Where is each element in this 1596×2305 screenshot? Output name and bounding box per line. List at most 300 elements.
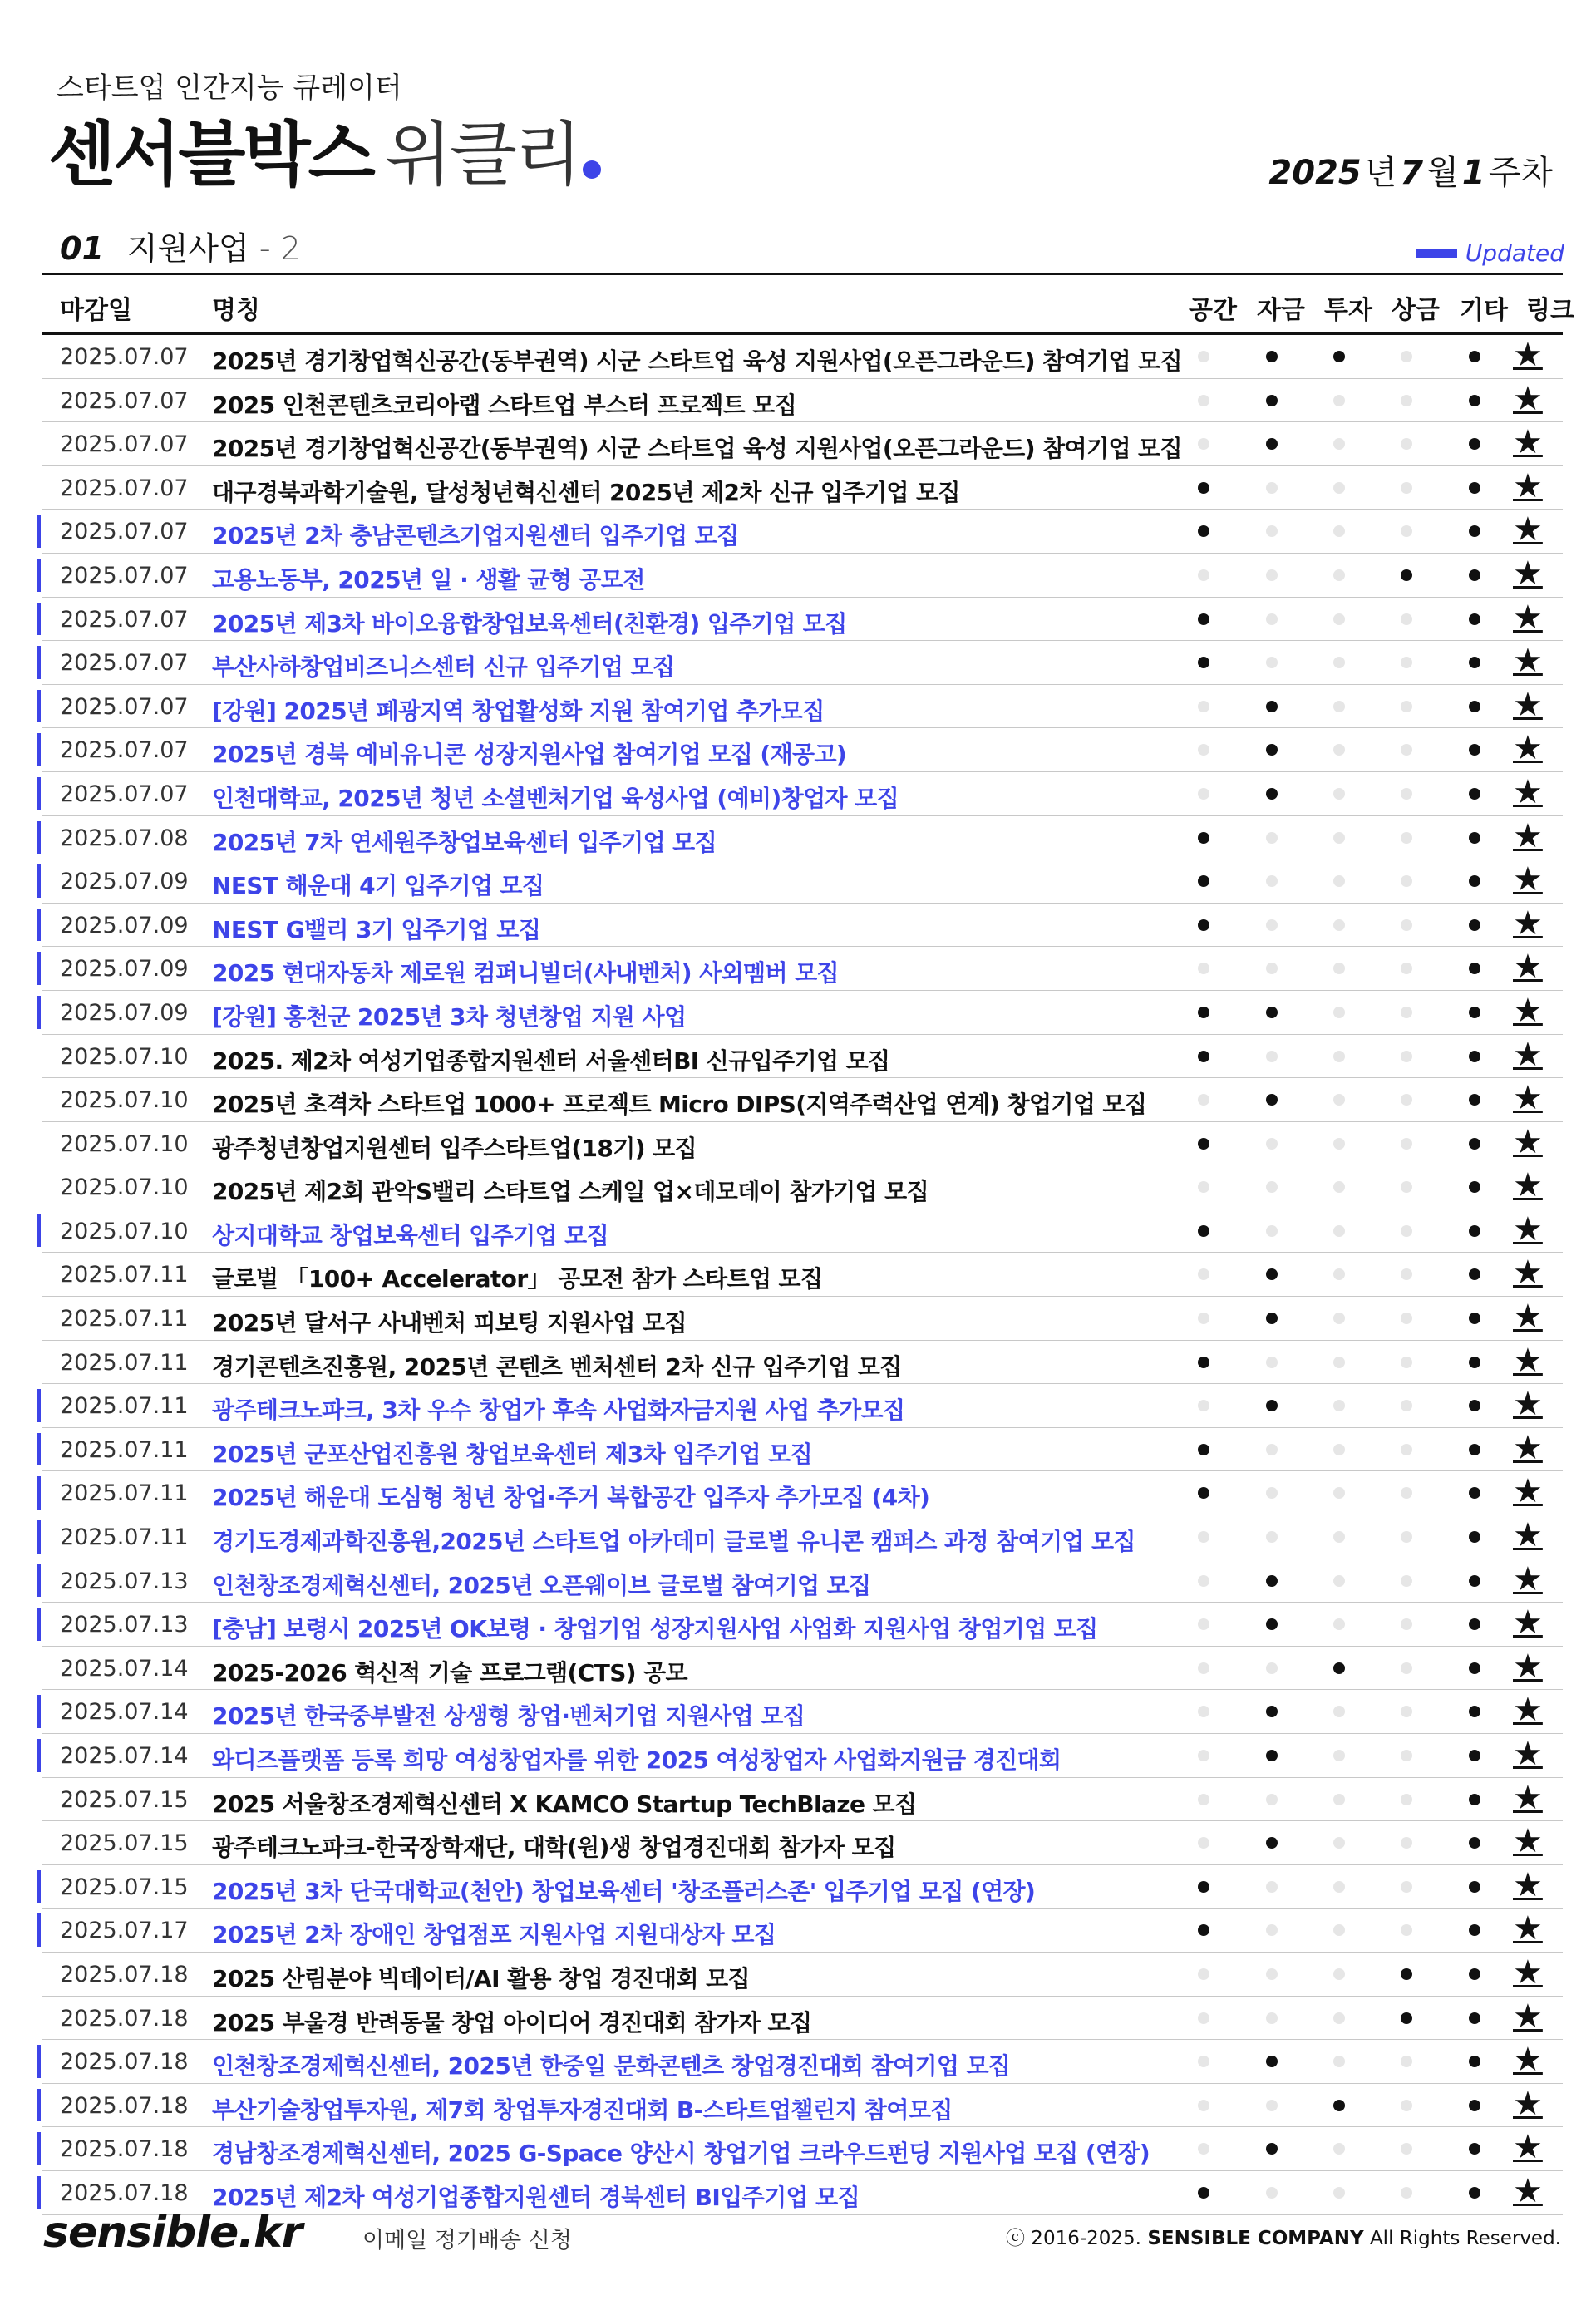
- flag-invest-dot-icon: [1333, 395, 1345, 406]
- table-row: [42, 2084, 1563, 2128]
- col-name: 명칭: [212, 296, 260, 325]
- flag-fund-dot-icon: [1266, 438, 1278, 450]
- flag-prize-dot-icon: [1401, 1662, 1412, 1674]
- row-title: 인천창조경제혁신센터, 2025년 오픈웨이브 글로벌 참여기업 모집: [212, 1571, 871, 1599]
- flag-etc-dot-icon: [1469, 613, 1480, 625]
- flag-prize-dot-icon: [1401, 701, 1412, 712]
- star-link-icon[interactable]: ★: [1513, 816, 1543, 855]
- flag-prize-dot-icon: [1401, 613, 1412, 625]
- row-deadline: 2025.07.08: [60, 825, 189, 851]
- table-row: [42, 1384, 1563, 1428]
- row-title: [충남] 보령시 2025년 OK보령 · 창업기업 성장지원사업 사업화 지원사업 창업기업 모집: [212, 1615, 1098, 1643]
- flag-invest-dot-icon: [1333, 351, 1345, 362]
- flag-etc-dot-icon: [1469, 1662, 1480, 1674]
- flag-space-dot-icon: [1198, 1968, 1209, 1980]
- flag-etc-dot-icon: [1469, 569, 1480, 581]
- flag-fund-dot-icon: [1266, 1837, 1278, 1849]
- flag-invest-dot-icon: [1333, 1357, 1345, 1368]
- flag-etc-dot-icon: [1469, 1313, 1480, 1324]
- flag-invest-dot-icon: [1333, 1051, 1345, 1062]
- star-link-icon[interactable]: ★: [1513, 1035, 1543, 1074]
- table-row: [42, 554, 1563, 598]
- flag-fund-dot-icon: [1266, 2100, 1278, 2111]
- flag-space-dot-icon: [1198, 1531, 1209, 1543]
- flag-space-dot-icon: [1198, 1138, 1209, 1150]
- updated-bar-icon: [1416, 249, 1457, 258]
- star-link-icon[interactable]: ★: [1513, 510, 1543, 549]
- row-deadline: 2025.07.07: [60, 387, 189, 414]
- table-row: [42, 1559, 1563, 1603]
- row-deadline: 2025.07.07: [60, 781, 189, 807]
- flag-prize-dot-icon: [1401, 2100, 1412, 2111]
- row-deadline: 2025.07.07: [60, 344, 189, 370]
- star-link-icon[interactable]: ★: [1513, 729, 1543, 768]
- flag-etc-dot-icon: [1469, 1225, 1480, 1237]
- row-title: [강원] 2025년 폐광지역 창업활성화 지원 참여기업 추가모집: [212, 697, 825, 725]
- flag-etc-dot-icon: [1469, 657, 1480, 668]
- flag-invest-dot-icon: [1333, 482, 1345, 494]
- row-title: 부산기술창업투자원, 제7회 창업투자경진대회 B-스타트업챌린지 참여모집: [212, 2096, 953, 2124]
- table-row: [42, 641, 1563, 685]
- star-link-icon[interactable]: ★: [1513, 642, 1543, 681]
- star-link-icon[interactable]: ★: [1513, 1909, 1543, 1948]
- row-title: 2025. 제2차 여성기업종합지원센터 서울센터BI 신규입주기업 모집: [212, 1047, 890, 1075]
- flag-etc-dot-icon: [1469, 2012, 1480, 2024]
- flag-fund-dot-icon: [1266, 1313, 1278, 1324]
- flag-prize-dot-icon: [1401, 1225, 1412, 1237]
- flag-fund-dot-icon: [1266, 1618, 1278, 1630]
- flag-fund-dot-icon: [1266, 482, 1278, 494]
- flag-prize-dot-icon: [1401, 1313, 1412, 1324]
- col-link: 링크: [1526, 296, 1574, 325]
- table-row: [42, 466, 1563, 510]
- row-deadline: 2025.07.10: [60, 1043, 189, 1070]
- star-link-icon[interactable]: ★: [1513, 2128, 1543, 2167]
- flag-invest-dot-icon: [1333, 2143, 1345, 2155]
- star-link-icon[interactable]: ★: [1513, 554, 1543, 593]
- table-row: [42, 816, 1563, 860]
- flag-space-dot-icon: [1198, 875, 1209, 887]
- star-link-icon[interactable]: ★: [1513, 423, 1543, 462]
- rights: All Rights Reserved.: [1369, 2228, 1561, 2249]
- flag-prize-dot-icon: [1401, 1881, 1412, 1893]
- flag-invest-dot-icon: [1333, 613, 1345, 625]
- star-link-icon[interactable]: ★: [1513, 466, 1543, 505]
- flag-prize-dot-icon: [1401, 657, 1412, 668]
- flag-prize-dot-icon: [1401, 919, 1412, 931]
- flag-space-dot-icon: [1198, 2012, 1209, 2024]
- section-number: 01: [60, 230, 104, 267]
- flag-fund-dot-icon: [1266, 1138, 1278, 1150]
- flag-space-dot-icon: [1198, 1618, 1209, 1630]
- row-deadline: 2025.07.09: [60, 999, 189, 1026]
- flag-prize-dot-icon: [1401, 1051, 1412, 1062]
- flag-fund-dot-icon: [1266, 1400, 1278, 1411]
- flag-invest-dot-icon: [1333, 744, 1345, 756]
- star-link-icon[interactable]: ★: [1513, 1472, 1543, 1511]
- row-deadline: 2025.07.07: [60, 650, 189, 677]
- flag-invest-dot-icon: [1333, 701, 1345, 712]
- row-title: 2025년 3차 단국대학교(천안) 창업보육센터 '창조플러스존' 입주기업 모집 (연장): [212, 1877, 1036, 1905]
- copyright-prefix: ⓒ 2016-2025.: [1006, 2228, 1141, 2249]
- col-invest: 투자: [1324, 296, 1372, 325]
- issue-month: 7: [1400, 154, 1424, 192]
- star-link-icon[interactable]: ★: [1513, 1385, 1543, 1424]
- flag-space-dot-icon: [1198, 1313, 1209, 1324]
- flag-etc-dot-icon: [1469, 438, 1480, 450]
- row-title: 2025 산림분야 빅데이터/AI 활용 창업 경진대회 모집: [212, 1964, 750, 1992]
- row-deadline: 2025.07.18: [60, 2092, 189, 2119]
- table-top-rule: [42, 273, 1563, 275]
- flag-prize-dot-icon: [1401, 1750, 1412, 1761]
- table-row: [42, 1253, 1563, 1297]
- table-row: [42, 1603, 1563, 1647]
- flag-etc-dot-icon: [1469, 919, 1480, 931]
- flag-etc-dot-icon: [1469, 1357, 1480, 1368]
- flag-space-dot-icon: [1198, 1794, 1209, 1805]
- star-link-icon[interactable]: ★: [1513, 991, 1543, 1030]
- flag-prize-dot-icon: [1401, 525, 1412, 537]
- row-title: 와디즈플랫폼 등록 희망 여성창업자를 위한 2025 여성창업자 사업화지원금 경진대회: [212, 1746, 1062, 1774]
- flag-fund-dot-icon: [1266, 2056, 1278, 2067]
- star-link-icon[interactable]: ★: [1513, 336, 1543, 374]
- flag-space-dot-icon: [1198, 525, 1209, 537]
- flag-fund-dot-icon: [1266, 2187, 1278, 2199]
- flag-prize-dot-icon: [1401, 1007, 1412, 1018]
- flag-invest-dot-icon: [1333, 963, 1345, 974]
- table-row: [42, 1035, 1563, 1079]
- row-deadline: 2025.07.10: [60, 1130, 189, 1157]
- flag-space-dot-icon: [1198, 1750, 1209, 1761]
- flag-prize-dot-icon: [1401, 2012, 1412, 2024]
- row-title: 2025년 2차 장애인 창업점포 지원사업 지원대상자 모집: [212, 1921, 776, 1949]
- flag-invest-dot-icon: [1333, 1837, 1345, 1849]
- flag-fund-dot-icon: [1266, 1181, 1278, 1193]
- flag-space-dot-icon: [1198, 744, 1209, 756]
- flag-fund-dot-icon: [1266, 569, 1278, 581]
- flag-fund-dot-icon: [1266, 701, 1278, 712]
- flag-invest-dot-icon: [1333, 1444, 1345, 1455]
- row-title: 2025년 해운대 도심형 청년 창업·주거 복합공간 입주자 추가모집 (4차): [212, 1484, 930, 1512]
- star-link-icon[interactable]: ★: [1513, 598, 1543, 637]
- flag-etc-dot-icon: [1469, 1750, 1480, 1761]
- flag-prize-dot-icon: [1401, 1357, 1412, 1368]
- flag-prize-dot-icon: [1401, 395, 1412, 406]
- table-row: [42, 772, 1563, 816]
- row-title: 2025년 제2회 관악S밸리 스타트업 스케일 업×데모데이 참가기업 모집: [212, 1178, 929, 1206]
- flag-etc-dot-icon: [1469, 701, 1480, 712]
- star-link-icon[interactable]: ★: [1513, 1559, 1543, 1598]
- table-row: [42, 2127, 1563, 2171]
- flag-space-dot-icon: [1198, 569, 1209, 581]
- star-link-icon[interactable]: ★: [1513, 1298, 1543, 1337]
- flag-invest-dot-icon: [1333, 569, 1345, 581]
- flag-prize-dot-icon: [1401, 1531, 1412, 1543]
- issue-year-unit: 년: [1364, 154, 1397, 192]
- row-title: 글로벌 「100+ Accelerator」 공모전 참가 스타트업 모집: [212, 1265, 823, 1293]
- table-row: [42, 859, 1563, 904]
- row-deadline: 2025.07.11: [60, 1524, 189, 1551]
- flag-prize-dot-icon: [1401, 1444, 1412, 1455]
- flag-etc-dot-icon: [1469, 1007, 1480, 1018]
- star-link-icon[interactable]: ★: [1513, 1822, 1543, 1861]
- flag-fund-dot-icon: [1266, 963, 1278, 974]
- flag-etc-dot-icon: [1469, 875, 1480, 887]
- star-link-icon[interactable]: ★: [1513, 1341, 1543, 1380]
- row-deadline: 2025.07.09: [60, 869, 189, 895]
- row-deadline: 2025.07.15: [60, 1830, 189, 1857]
- flag-space-dot-icon: [1198, 1181, 1209, 1193]
- flag-invest-dot-icon: [1333, 1138, 1345, 1150]
- table-row: [42, 1734, 1563, 1778]
- flag-prize-dot-icon: [1401, 1094, 1412, 1106]
- row-deadline: 2025.07.18: [60, 2005, 189, 2032]
- flag-fund-dot-icon: [1266, 1225, 1278, 1237]
- star-link-icon[interactable]: ★: [1513, 904, 1543, 943]
- row-title: 2025년 7차 연세원주창업보육센터 입주기업 모집: [212, 828, 717, 856]
- table-row: [42, 1428, 1563, 1472]
- star-link-icon[interactable]: ★: [1513, 2171, 1543, 2210]
- flag-etc-dot-icon: [1469, 1181, 1480, 1193]
- star-link-icon[interactable]: ★: [1513, 1079, 1543, 1118]
- flag-prize-dot-icon: [1401, 2056, 1412, 2067]
- flag-fund-dot-icon: [1266, 1051, 1278, 1062]
- flag-invest-dot-icon: [1333, 2187, 1345, 2199]
- row-deadline: 2025.07.09: [60, 912, 189, 938]
- flag-etc-dot-icon: [1469, 1881, 1480, 1893]
- flag-prize-dot-icon: [1401, 1794, 1412, 1805]
- updated-legend: [1416, 239, 1564, 267]
- flag-space-dot-icon: [1198, 1881, 1209, 1893]
- flag-invest-dot-icon: [1333, 875, 1345, 887]
- col-deadline: 마감일: [60, 296, 132, 325]
- issue-year: 2025: [1268, 154, 1362, 192]
- table-row: [42, 1953, 1563, 1997]
- table-row: [42, 1341, 1563, 1385]
- table-row: [42, 335, 1563, 379]
- row-title: 2025 부울경 반려동물 창업 아이디어 경진대회 참가자 모집: [212, 2008, 812, 2037]
- row-deadline: 2025.07.15: [60, 1786, 189, 1813]
- flag-fund-dot-icon: [1266, 788, 1278, 800]
- row-title: 2025년 경기창업혁신공간(동부권역) 시군 스타트업 육성 지원사업(오픈그라운드) 참여기업 모집: [212, 435, 1182, 463]
- flag-etc-dot-icon: [1469, 1487, 1480, 1499]
- star-link-icon[interactable]: ★: [1513, 2041, 1543, 2080]
- table-row: [42, 1297, 1563, 1341]
- flag-invest-dot-icon: [1333, 1575, 1345, 1587]
- brand-dot-icon: [583, 160, 601, 179]
- row-deadline: 2025.07.07: [60, 737, 189, 764]
- flag-fund-dot-icon: [1266, 2143, 1278, 2155]
- flag-fund-dot-icon: [1266, 1706, 1278, 1717]
- row-title: NEST 해운대 4기 입주기업 모집: [212, 872, 544, 900]
- star-link-icon[interactable]: ★: [1513, 948, 1543, 987]
- row-deadline: 2025.07.18: [60, 2136, 189, 2163]
- program-list: [42, 335, 1563, 2215]
- col-space: 공간: [1189, 296, 1237, 325]
- brand-title: [48, 115, 601, 195]
- flag-etc-dot-icon: [1469, 395, 1480, 406]
- star-link-icon[interactable]: ★: [1513, 1209, 1543, 1249]
- flag-etc-dot-icon: [1469, 2187, 1480, 2199]
- flag-fund-dot-icon: [1266, 1881, 1278, 1893]
- section-title: 지원사업: [126, 230, 249, 267]
- issue-week: 1: [1461, 154, 1485, 192]
- star-link-icon[interactable]: ★: [1513, 1735, 1543, 1773]
- flag-etc-dot-icon: [1469, 1138, 1480, 1150]
- flag-space-dot-icon: [1198, 395, 1209, 406]
- flag-invest-dot-icon: [1333, 1618, 1345, 1630]
- flag-invest-dot-icon: [1333, 1007, 1345, 1018]
- flag-fund-dot-icon: [1266, 351, 1278, 362]
- flag-prize-dot-icon: [1401, 1487, 1412, 1499]
- flag-fund-dot-icon: [1266, 525, 1278, 537]
- flag-space-dot-icon: [1198, 1007, 1209, 1018]
- flag-space-dot-icon: [1198, 963, 1209, 974]
- row-title: 2025년 2차 충남콘텐츠기업지원센터 입주기업 모집: [212, 522, 739, 550]
- flag-prize-dot-icon: [1401, 482, 1412, 494]
- flag-invest-dot-icon: [1333, 2012, 1345, 2024]
- row-title: 2025-2026 혁신적 기술 프로그램(CTS) 공모: [212, 1658, 688, 1687]
- star-link-icon[interactable]: ★: [1513, 1428, 1543, 1467]
- table-row: [42, 598, 1563, 642]
- flag-invest-dot-icon: [1333, 2056, 1345, 2067]
- flag-invest-dot-icon: [1333, 1968, 1345, 1980]
- footer-logo[interactable]: sensible.kr: [43, 2208, 303, 2258]
- flag-prize-dot-icon: [1401, 351, 1412, 362]
- flag-space-dot-icon: [1198, 2143, 1209, 2155]
- flag-invest-dot-icon: [1333, 1924, 1345, 1936]
- table-row: [42, 1209, 1563, 1253]
- star-link-icon[interactable]: ★: [1513, 1516, 1543, 1555]
- table-row: [42, 947, 1563, 991]
- star-link-icon[interactable]: ★: [1513, 685, 1543, 724]
- subscribe-link[interactable]: 이메일 정기배송 신청: [362, 2228, 572, 2253]
- flag-etc-dot-icon: [1469, 2143, 1480, 2155]
- row-deadline: 2025.07.11: [60, 1393, 189, 1420]
- star-link-icon[interactable]: ★: [1513, 1253, 1543, 1293]
- flag-etc-dot-icon: [1469, 2056, 1480, 2067]
- flag-fund-dot-icon: [1266, 657, 1278, 668]
- flag-prize-dot-icon: [1401, 1706, 1412, 1717]
- row-deadline: 2025.07.10: [60, 1218, 189, 1244]
- flag-prize-dot-icon: [1401, 875, 1412, 887]
- flag-fund-dot-icon: [1266, 744, 1278, 756]
- flag-prize-dot-icon: [1401, 1400, 1412, 1411]
- row-title: NEST G밸리 3기 입주기업 모집: [212, 915, 541, 943]
- flag-space-dot-icon: [1198, 2056, 1209, 2067]
- star-link-icon[interactable]: ★: [1513, 1122, 1543, 1161]
- flag-space-dot-icon: [1198, 788, 1209, 800]
- star-link-icon[interactable]: ★: [1513, 1166, 1543, 1205]
- table-row: [42, 1690, 1563, 1734]
- table-row: [42, 1647, 1563, 1691]
- flag-etc-dot-icon: [1469, 1706, 1480, 1717]
- flag-invest-dot-icon: [1333, 1794, 1345, 1805]
- star-link-icon[interactable]: ★: [1513, 2084, 1543, 2123]
- flag-space-dot-icon: [1198, 657, 1209, 668]
- row-deadline: 2025.07.07: [60, 431, 189, 458]
- flag-space-dot-icon: [1198, 1357, 1209, 1368]
- flag-etc-dot-icon: [1469, 482, 1480, 494]
- flag-etc-dot-icon: [1469, 963, 1480, 974]
- row-title: 2025년 군포산업진흥원 창업보육센터 제3차 입주기업 모집: [212, 1440, 813, 1468]
- flag-space-dot-icon: [1198, 2187, 1209, 2199]
- flag-fund-dot-icon: [1266, 2012, 1278, 2024]
- row-title: 광주테크노파크-한국장학재단, 대학(원)생 창업경진대회 참가자 모집: [212, 1834, 896, 1862]
- flag-space-dot-icon: [1198, 1924, 1209, 1936]
- row-deadline: 2025.07.11: [60, 1306, 189, 1332]
- star-link-icon[interactable]: ★: [1513, 860, 1543, 899]
- row-title: 2025년 경북 예비유니콘 성장지원사업 참여기업 모집 (재공고): [212, 741, 847, 769]
- flag-invest-dot-icon: [1333, 657, 1345, 668]
- flag-space-dot-icon: [1198, 438, 1209, 450]
- row-title: 2025 인천콘텐츠코리아랩 스타트업 부스터 프로젝트 모집: [212, 391, 797, 419]
- flag-invest-dot-icon: [1333, 1706, 1345, 1717]
- table-row: [42, 1515, 1563, 1559]
- flag-space-dot-icon: [1198, 1051, 1209, 1062]
- flag-fund-dot-icon: [1266, 1007, 1278, 1018]
- flag-etc-dot-icon: [1469, 1051, 1480, 1062]
- star-link-icon[interactable]: ★: [1513, 1691, 1543, 1730]
- star-link-icon[interactable]: ★: [1513, 1865, 1543, 1904]
- table-row: [42, 2040, 1563, 2084]
- star-link-icon[interactable]: ★: [1513, 1953, 1543, 1992]
- row-deadline: 2025.07.14: [60, 1699, 189, 1726]
- flag-invest-dot-icon: [1333, 1313, 1345, 1324]
- star-link-icon[interactable]: ★: [1513, 1647, 1543, 1686]
- flag-etc-dot-icon: [1469, 1094, 1480, 1106]
- table-row: [42, 422, 1563, 466]
- flag-invest-dot-icon: [1333, 438, 1345, 450]
- flag-fund-dot-icon: [1266, 875, 1278, 887]
- flag-fund-dot-icon: [1266, 1575, 1278, 1587]
- flag-fund-dot-icon: [1266, 1444, 1278, 1455]
- star-link-icon[interactable]: ★: [1513, 772, 1543, 811]
- flag-etc-dot-icon: [1469, 1618, 1480, 1630]
- flag-invest-dot-icon: [1333, 1662, 1345, 1674]
- row-deadline: 2025.07.15: [60, 1874, 189, 1900]
- flag-invest-dot-icon: [1333, 1181, 1345, 1193]
- flag-etc-dot-icon: [1469, 832, 1480, 844]
- star-link-icon[interactable]: ★: [1513, 1778, 1543, 1817]
- flag-etc-dot-icon: [1469, 1268, 1480, 1280]
- flag-space-dot-icon: [1198, 351, 1209, 362]
- flag-space-dot-icon: [1198, 613, 1209, 625]
- table-row: [42, 991, 1563, 1035]
- flag-space-dot-icon: [1198, 1837, 1209, 1849]
- star-link-icon[interactable]: ★: [1513, 1603, 1543, 1643]
- col-etc: 기타: [1460, 296, 1508, 325]
- table-row: [42, 1909, 1563, 1953]
- table-row: [42, 1078, 1563, 1122]
- star-link-icon[interactable]: ★: [1513, 1997, 1543, 2036]
- star-link-icon[interactable]: ★: [1513, 379, 1543, 418]
- flag-fund-dot-icon: [1266, 919, 1278, 931]
- row-title: 경기도경제과학진흥원,2025년 스타트업 아카데미 글로벌 유니콘 캠퍼스 과정 참여기업 모집: [212, 1528, 1135, 1556]
- row-deadline: 2025.07.18: [60, 1961, 189, 1987]
- flag-invest-dot-icon: [1333, 1400, 1345, 1411]
- table-row: [42, 1778, 1563, 1822]
- flag-space-dot-icon: [1198, 1487, 1209, 1499]
- flag-etc-dot-icon: [1469, 1794, 1480, 1805]
- flag-space-dot-icon: [1198, 1094, 1209, 1106]
- flag-invest-dot-icon: [1333, 919, 1345, 931]
- row-deadline: 2025.07.11: [60, 1480, 189, 1507]
- flag-prize-dot-icon: [1401, 2143, 1412, 2155]
- flag-invest-dot-icon: [1333, 1268, 1345, 1280]
- table-row: [42, 1471, 1563, 1515]
- row-deadline: 2025.07.07: [60, 693, 189, 720]
